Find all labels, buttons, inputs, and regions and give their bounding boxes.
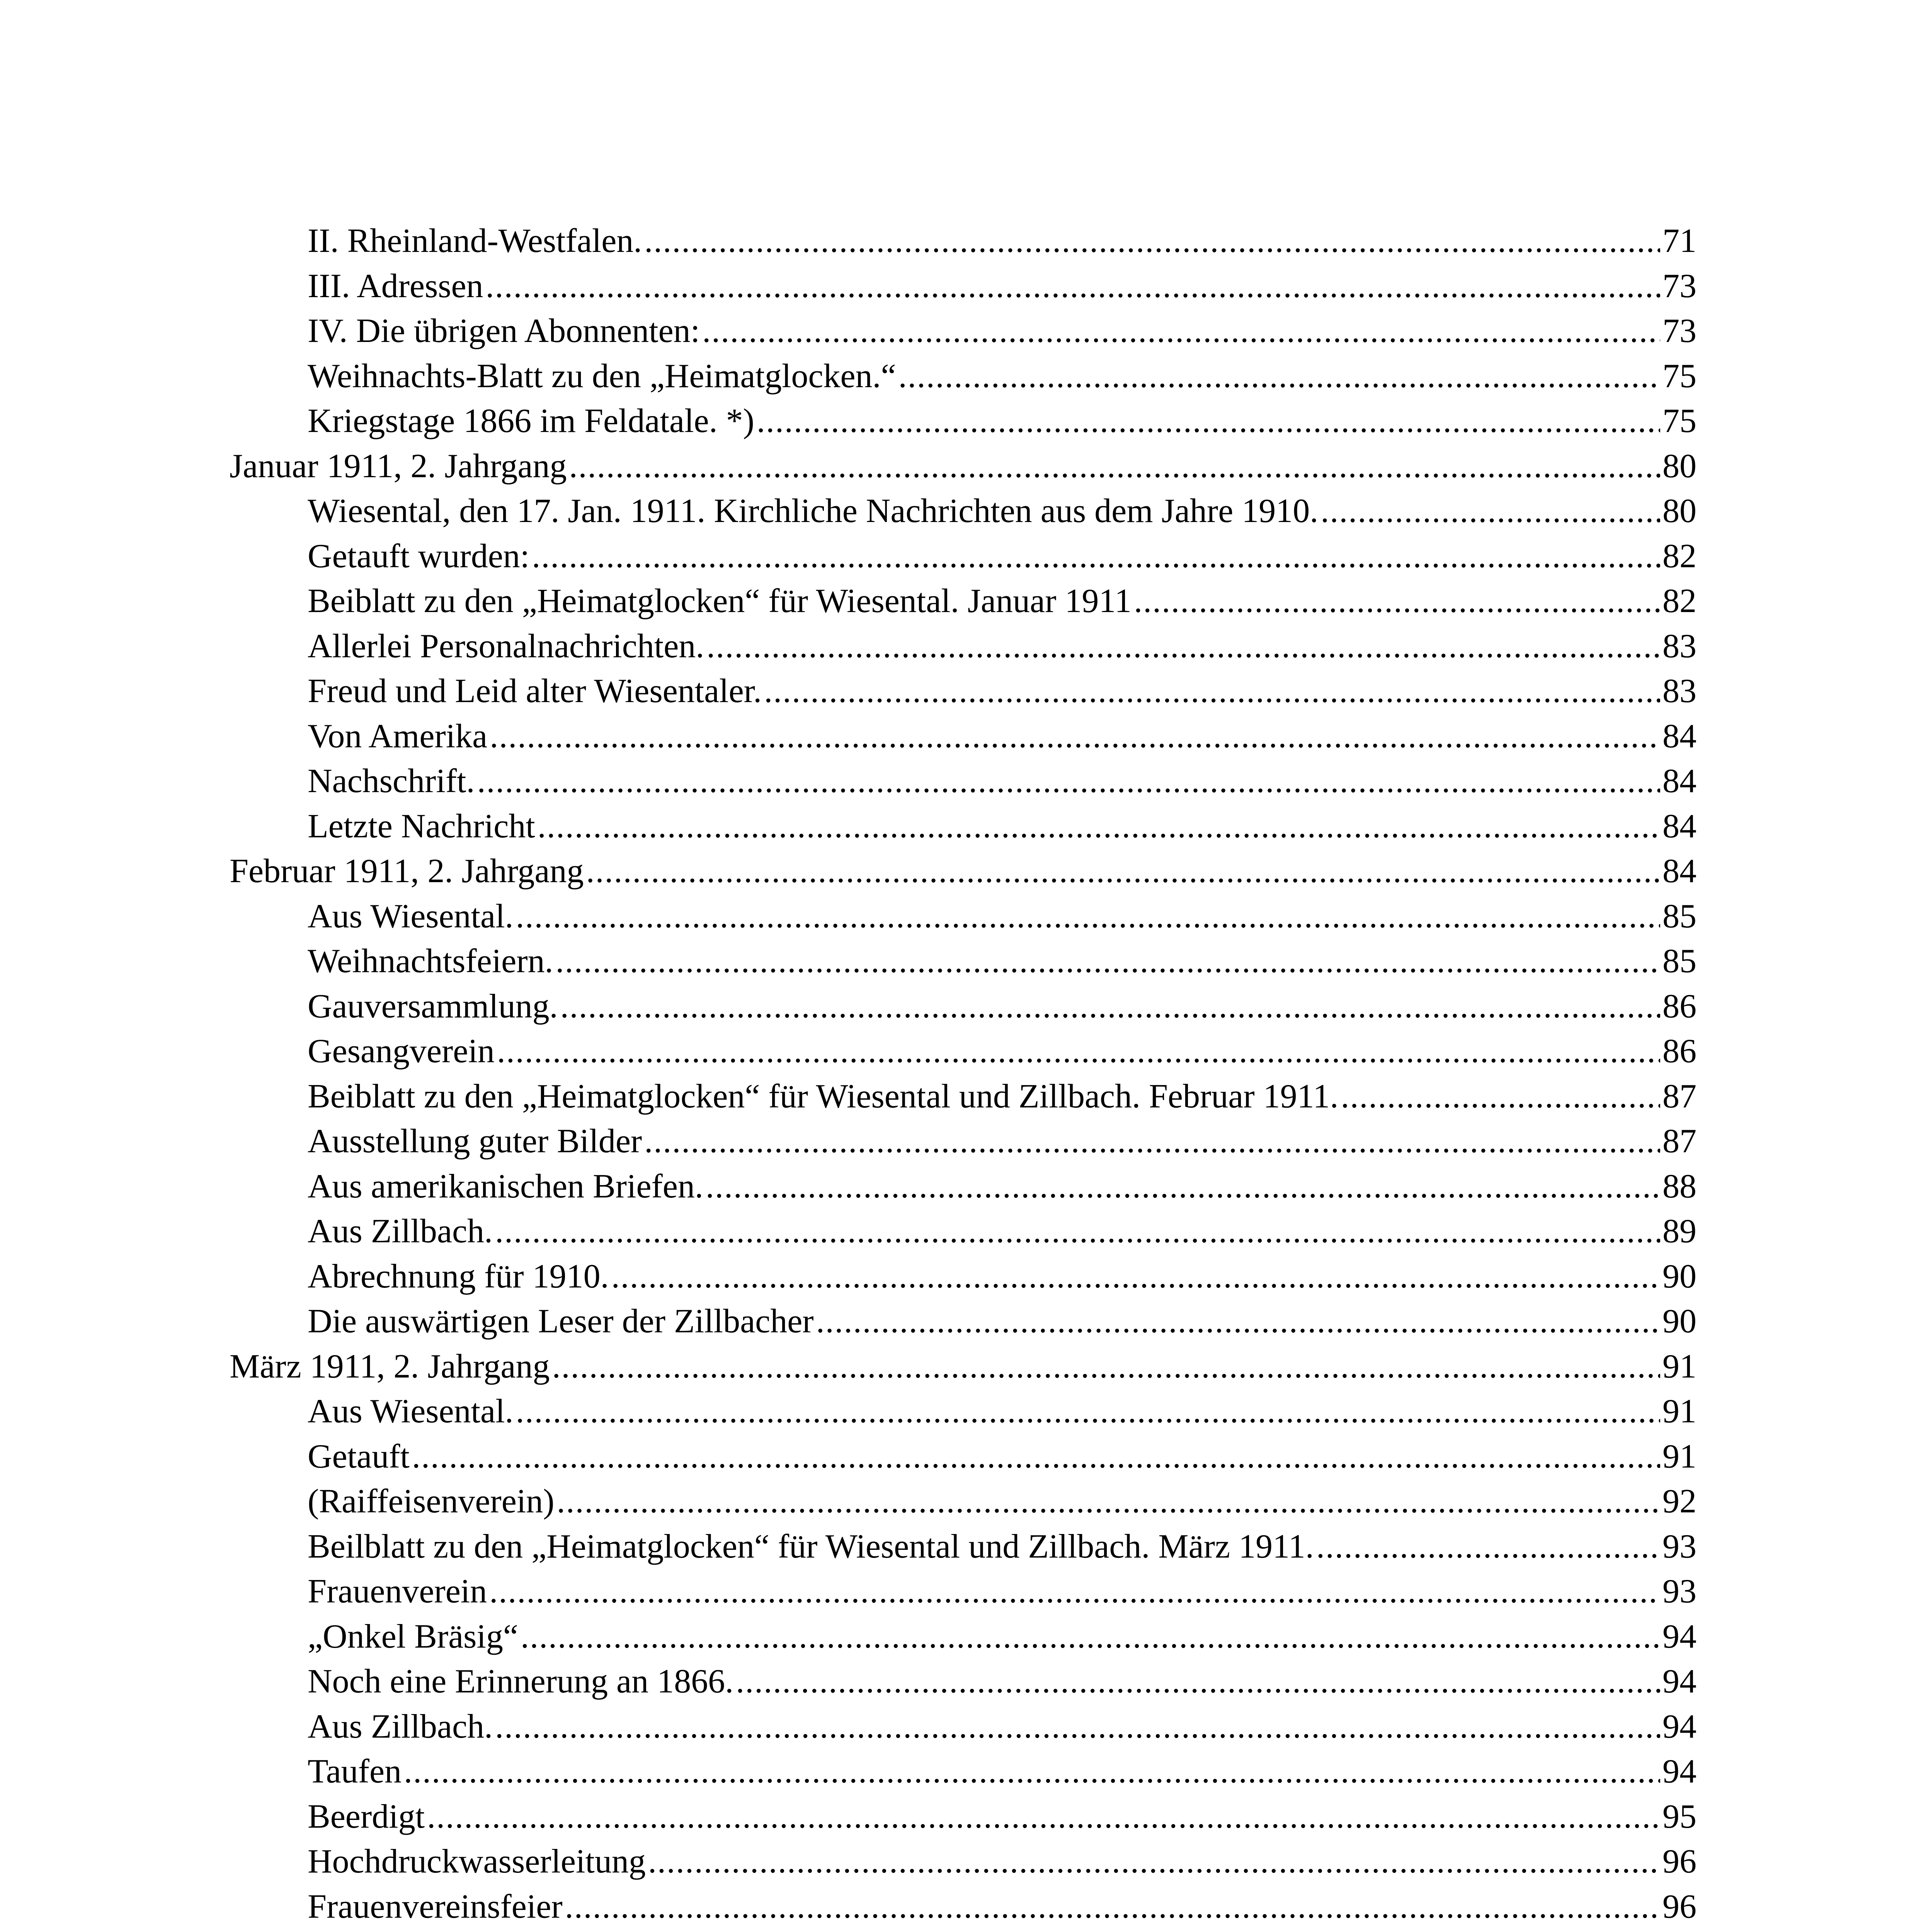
toc-entry xyxy=(0,1704,1916,1750)
toc-entry-title: Frauenverein xyxy=(308,1573,487,1610)
toc-entry xyxy=(0,1074,1916,1119)
toc-entry xyxy=(0,1164,1916,1209)
dot-leader xyxy=(490,714,1660,759)
toc-entry-page-number: 73 xyxy=(1662,312,1696,350)
toc-entry-title: Aus Zillbach. xyxy=(308,1213,493,1250)
dot-leader xyxy=(569,444,1660,489)
toc-entry-title: Kriegstage 1866 im Feldatale. *) xyxy=(308,402,754,440)
toc-section-entry xyxy=(0,444,1916,489)
toc-entry-page-number: 84 xyxy=(1662,717,1696,755)
toc-entry xyxy=(0,759,1916,804)
toc-entry-title: Gesangverein xyxy=(308,1032,495,1070)
toc-entry xyxy=(0,1749,1916,1794)
toc-entry-page-number: 94 xyxy=(1662,1708,1696,1745)
toc-section-entry xyxy=(0,849,1916,894)
toc-entry-title: (Raiffeisenverein) xyxy=(308,1483,555,1520)
toc-entry-page-number: 80 xyxy=(1662,492,1696,530)
toc-section-entry xyxy=(0,1344,1916,1389)
toc-entry-page-number: 94 xyxy=(1662,1663,1696,1700)
toc-entry-title: Noch eine Erinnerung an 1866. xyxy=(308,1663,734,1700)
toc-entry-page-number: 82 xyxy=(1662,582,1696,620)
toc-entry xyxy=(0,489,1916,534)
toc-entry-page-number: 84 xyxy=(1662,762,1696,800)
dot-leader xyxy=(557,1479,1660,1524)
toc-entry-title: Getauft xyxy=(308,1437,410,1475)
dot-leader xyxy=(898,354,1660,399)
toc-entry-title: Frauenvereinsfeier xyxy=(308,1888,563,1925)
dot-leader xyxy=(644,1119,1660,1164)
toc-entry-title: Aus Zillbach. xyxy=(308,1708,493,1745)
dot-leader xyxy=(495,1209,1660,1254)
toc-entry xyxy=(0,984,1916,1029)
toc-entry-title: Nachschrift. xyxy=(308,762,475,800)
toc-entry-page-number: 83 xyxy=(1662,672,1696,710)
dot-leader xyxy=(702,309,1660,354)
dot-leader xyxy=(427,1794,1660,1840)
dot-leader xyxy=(556,939,1660,984)
toc-entry xyxy=(0,624,1916,669)
dot-leader xyxy=(538,804,1660,849)
dot-leader xyxy=(565,1884,1660,1930)
dot-leader xyxy=(706,624,1660,669)
toc-entry-title: IV. Die übrigen Abonnenten: xyxy=(308,312,700,350)
toc-entry xyxy=(0,1254,1916,1299)
toc-entry-page-number: 80 xyxy=(1662,447,1696,485)
toc-entry xyxy=(0,1434,1916,1480)
toc-entry xyxy=(0,669,1916,714)
dot-leader xyxy=(736,1659,1660,1704)
toc-entry xyxy=(0,1524,1916,1570)
toc-entry xyxy=(0,534,1916,579)
toc-entry xyxy=(0,1884,1916,1930)
toc-entry-title: Januar 1911, 2. Jahrgang xyxy=(230,447,567,485)
toc-entry-page-number: 86 xyxy=(1662,987,1696,1025)
toc-entry-page-number: 95 xyxy=(1662,1798,1696,1835)
toc-entry-title: II. Rheinland-Westfalen. xyxy=(308,222,642,260)
toc-entry-title: „Onkel Bräsig“ xyxy=(308,1617,518,1655)
table-of-contents xyxy=(0,219,1916,1932)
dot-leader xyxy=(586,849,1660,894)
toc-entry-title: Aus Wiesental. xyxy=(308,1393,514,1430)
toc-entry xyxy=(0,264,1916,309)
dot-leader xyxy=(477,759,1660,804)
toc-entry-title: Ausstellung guter Bilder xyxy=(308,1122,642,1160)
toc-entry xyxy=(0,579,1916,624)
toc-entry-page-number: 93 xyxy=(1662,1527,1696,1565)
toc-entry-page-number: 71 xyxy=(1662,222,1696,260)
dot-leader xyxy=(552,1344,1660,1389)
dot-leader xyxy=(1320,489,1660,534)
toc-entry-page-number: 96 xyxy=(1662,1888,1696,1925)
dot-leader xyxy=(516,894,1660,939)
dot-leader xyxy=(495,1704,1660,1750)
toc-entry-page-number: 93 xyxy=(1662,1573,1696,1610)
toc-entry-title: Abrechnung für 1910. xyxy=(308,1257,609,1295)
dot-leader xyxy=(764,669,1660,714)
toc-entry-title xyxy=(308,1929,1161,1932)
toc-entry xyxy=(0,1659,1916,1704)
dot-leader xyxy=(404,1749,1660,1794)
toc-entry-title: Beiblatt zu den „Heimatglocken“ für Wiesental und Zillbach. Februar 1911. xyxy=(308,1077,1339,1115)
toc-entry-page-number: 96 xyxy=(1662,1843,1696,1880)
toc-entry-title: Getauft wurden: xyxy=(308,537,530,575)
toc-entry-title: Letzte Nachricht xyxy=(308,807,535,845)
toc-entry xyxy=(0,804,1916,849)
toc-entry-title: Gauversammlung. xyxy=(308,987,558,1025)
toc-entry-page-number: 84 xyxy=(1662,852,1696,890)
toc-entry xyxy=(0,219,1916,264)
toc-entry-title: Freud und Leid alter Wiesentaler. xyxy=(308,672,762,710)
dot-leader xyxy=(560,984,1660,1029)
toc-entry xyxy=(0,1209,1916,1254)
toc-entry-page-number: 73 xyxy=(1662,267,1696,305)
toc-entry-page-number: 84 xyxy=(1662,807,1696,845)
dot-leader xyxy=(489,1569,1660,1614)
toc-entry-page-number: 92 xyxy=(1662,1483,1696,1520)
toc-entry-title: Beilblatt zu den „Heimatglocken“ für Wiesental und Zillbach. März 1911. xyxy=(308,1527,1314,1565)
toc-entry-page-number: 90 xyxy=(1662,1257,1696,1295)
toc-entry xyxy=(0,1614,1916,1660)
toc-entry-page-number: 91 xyxy=(1662,1347,1696,1385)
toc-entry xyxy=(0,309,1916,354)
toc-entry xyxy=(0,1389,1916,1434)
toc-entry-title: Beiblatt zu den „Heimatglocken“ für Wiesental. Januar 1911 xyxy=(308,582,1132,620)
dot-leader xyxy=(611,1254,1660,1299)
toc-entry-title: Aus Wiesental. xyxy=(308,897,514,935)
dot-leader xyxy=(757,399,1660,444)
toc-entry-page-number: 85 xyxy=(1662,897,1696,935)
toc-entry-page-number: 87 xyxy=(1662,1122,1696,1160)
toc-entry xyxy=(0,714,1916,759)
toc-entry xyxy=(0,1299,1916,1344)
toc-entry-page-number: 86 xyxy=(1662,1032,1696,1070)
toc-entry xyxy=(0,939,1916,984)
toc-entry-page-number: 83 xyxy=(1662,627,1696,665)
toc-entry xyxy=(0,399,1916,444)
toc-entry xyxy=(0,1119,1916,1164)
dot-leader xyxy=(706,1164,1660,1209)
toc-entry-title: März 1911, 2. Jahrgang xyxy=(230,1347,550,1385)
dot-leader xyxy=(816,1299,1660,1344)
toc-entry-page-number: 85 xyxy=(1662,942,1696,980)
toc-entry-page-number: 91 xyxy=(1662,1393,1696,1430)
toc-entry xyxy=(0,1839,1916,1884)
toc-entry-title: Februar 1911, 2. Jahrgang xyxy=(230,852,584,890)
toc-entry-page-number: 75 xyxy=(1662,402,1696,440)
toc-entry-page-number xyxy=(1662,1929,1696,1932)
dot-leader xyxy=(412,1434,1660,1480)
toc-entry-title: Aus amerikanischen Briefen. xyxy=(308,1167,703,1205)
toc-entry-page-number: 88 xyxy=(1662,1167,1696,1205)
toc-entry-page-number: 94 xyxy=(1662,1753,1696,1790)
dot-leader xyxy=(1164,1929,1660,1932)
toc-entry-title: III. Adressen xyxy=(308,267,483,305)
toc-entry-page-number: 82 xyxy=(1662,537,1696,575)
toc-entry xyxy=(0,1479,1916,1524)
dot-leader xyxy=(521,1614,1660,1660)
toc-entry-title: Weihnachts-Blatt zu den „Heimatglocken.“ xyxy=(308,357,896,395)
toc-entry-page-number: 94 xyxy=(1662,1617,1696,1655)
toc-entry xyxy=(0,894,1916,939)
toc-entry-title: Weihnachtsfeiern. xyxy=(308,942,553,980)
dot-leader xyxy=(497,1029,1660,1074)
toc-entry xyxy=(0,1569,1916,1614)
toc-entry xyxy=(0,1794,1916,1840)
toc-entry-page-number: 91 xyxy=(1662,1437,1696,1475)
dot-leader xyxy=(648,1839,1660,1884)
dot-leader xyxy=(1134,579,1660,624)
toc-entry-title: Taufen xyxy=(308,1753,402,1790)
toc-entry-title: Beerdigt xyxy=(308,1798,425,1835)
toc-entry-title: Die auswärtigen Leser der Zillbacher xyxy=(308,1303,814,1340)
dot-leader xyxy=(486,264,1660,309)
dot-leader xyxy=(516,1389,1660,1434)
toc-entry-page-number: 87 xyxy=(1662,1077,1696,1115)
toc-entry-title: Von Amerika xyxy=(308,717,488,755)
dot-leader xyxy=(1316,1524,1660,1570)
dot-leader xyxy=(644,219,1660,264)
toc-entry-page-number: 89 xyxy=(1662,1213,1696,1250)
toc-entry xyxy=(0,1929,1916,1932)
toc-entry xyxy=(0,1029,1916,1074)
toc-entry-title: Allerlei Personalnachrichten. xyxy=(308,627,704,665)
toc-entry xyxy=(0,354,1916,399)
toc-entry-title: Wiesental, den 17. Jan. 1911. Kirchliche Nachrichten aus dem Jahre 1910. xyxy=(308,492,1319,530)
toc-entry-page-number: 90 xyxy=(1662,1303,1696,1340)
toc-entry-title: Hochdruckwasserleitung xyxy=(308,1843,646,1880)
dot-leader xyxy=(1341,1074,1660,1119)
dot-leader xyxy=(532,534,1660,579)
toc-entry-page-number: 75 xyxy=(1662,357,1696,395)
